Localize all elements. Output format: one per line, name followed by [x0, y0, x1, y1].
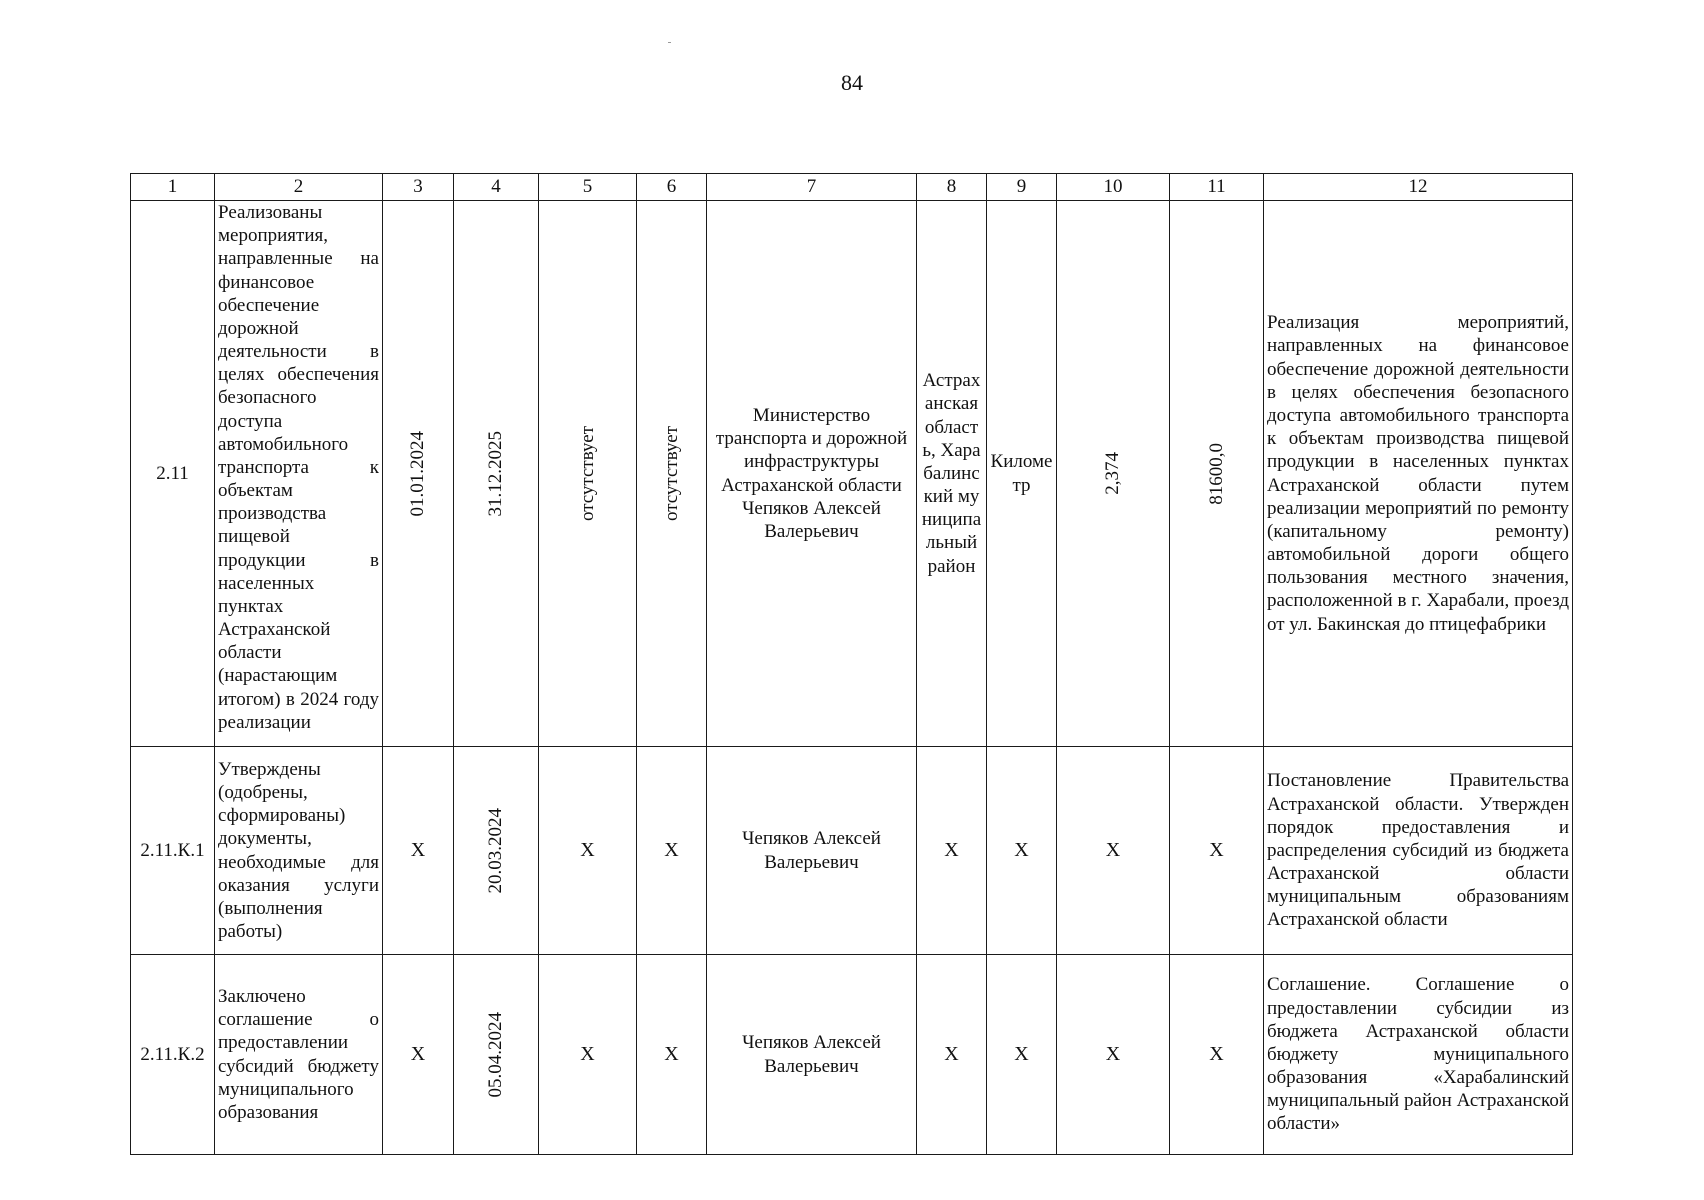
row-id: 2.11.К.1: [131, 747, 215, 955]
start-date-cell: [383, 201, 454, 747]
row-id: 2.11.К.2: [131, 955, 215, 1155]
column-header: 8: [917, 174, 987, 201]
table-row: [131, 955, 1573, 1155]
amount-cell: [1170, 201, 1264, 747]
column-header: 6: [637, 174, 707, 201]
column-header: 3: [383, 174, 454, 201]
column-header: 1: [131, 174, 215, 201]
col6-cell: [637, 201, 707, 747]
column-header: 4: [454, 174, 539, 201]
unit: Х: [987, 747, 1057, 955]
value: 2,374: [1102, 452, 1124, 495]
value-cell: [1057, 201, 1170, 747]
end-date-cell: [454, 201, 539, 747]
description: Соглашение. Соглашение о предоставлении субсидии из бюджета Астраханской области бюджету муниципального образования «Харабалинский муниципальный район Астраханской области»: [1264, 955, 1573, 1155]
region: Х: [917, 747, 987, 955]
column-header: 12: [1264, 174, 1573, 201]
column-header: 9: [987, 174, 1057, 201]
amount: Х: [1170, 747, 1264, 955]
unit: Километр: [987, 201, 1057, 747]
end-date: 20.03.2024: [485, 807, 507, 894]
col5-cell: [539, 201, 637, 747]
end-date: 05.04.2024: [485, 1011, 507, 1098]
scan-speck: [668, 42, 671, 43]
start-date: Х: [383, 747, 454, 955]
value: Х: [1057, 955, 1170, 1155]
amount: Х: [1170, 955, 1264, 1155]
column-header: 2: [215, 174, 383, 201]
row-name: Утверждены (одобрены, сформированы) документы, необходимые для оказания услуги (выполнения работы): [215, 747, 383, 955]
responsible: Министерство транспорта и дорожной инфраструктуры Астраханской области Чепяков Алексей Валерьевич: [707, 201, 917, 747]
start-date: 01.01.2024: [407, 430, 429, 517]
page-number: 84: [841, 70, 863, 95]
end-date-cell: [454, 955, 539, 1155]
table-row: [131, 747, 1573, 955]
responsible: Чепяков Алексей Валерьевич: [707, 747, 917, 955]
col5-value: Х: [539, 955, 637, 1155]
end-date: 31.12.2025: [485, 430, 507, 517]
responsible: Чепяков Алексей Валерьевич: [707, 955, 917, 1155]
col6-value: отсутствует: [660, 425, 682, 522]
description: Постановление Правительства Астраханской области. Утвержден порядок предоставления и распределения субсидий из бюджета Астраханской области муниципальным образованиям Астраханской области: [1264, 747, 1573, 955]
col6-value: Х: [637, 747, 707, 955]
col5-value: Х: [539, 747, 637, 955]
end-date-cell: [454, 747, 539, 955]
region: Астраханская область, Харабалинский муниципальный район: [917, 201, 987, 747]
row-name: Заключено соглашение о предоставлении субсидий бюджету муниципального образования: [215, 955, 383, 1155]
column-header: 7: [707, 174, 917, 201]
col6-value: Х: [637, 955, 707, 1155]
region: Х: [917, 955, 987, 1155]
row-id: 2.11: [131, 201, 215, 747]
column-header: 11: [1170, 174, 1264, 201]
column-header: 10: [1057, 174, 1170, 201]
document-table: [130, 173, 1573, 1155]
col5-value: отсутствует: [576, 425, 598, 522]
unit: Х: [987, 955, 1057, 1155]
amount: 81600,0: [1205, 442, 1227, 505]
value: Х: [1057, 747, 1170, 955]
row-name: Реализованы мероприятия, направленные на финансовое обеспечение дорожной деятельности в целях обеспечения безопасного доступа автомобильного транспорта к объектам производства пищевой продукции в населенных пунктах Астраханской области (нарастающим итогом) в 2024 году реализации: [215, 201, 383, 747]
start-date: Х: [383, 955, 454, 1155]
header-row: [131, 174, 1573, 201]
table-row: [131, 201, 1573, 747]
description: Реализация мероприятий, направленных на финансовое обеспечение дорожной деятельности в целях обеспечения безопасного доступа автомобильного транспорта к объектам производства пищевой продукции в населенных пунктах Астраханской области путем реализации мероприятий по ремонту (капитальному ремонту) автомобильной дороги общего пользования местного значения, расположенной в г. Харабали, проезд от ул. Бакинская до птицефабрики: [1264, 201, 1573, 747]
column-header: 5: [539, 174, 637, 201]
